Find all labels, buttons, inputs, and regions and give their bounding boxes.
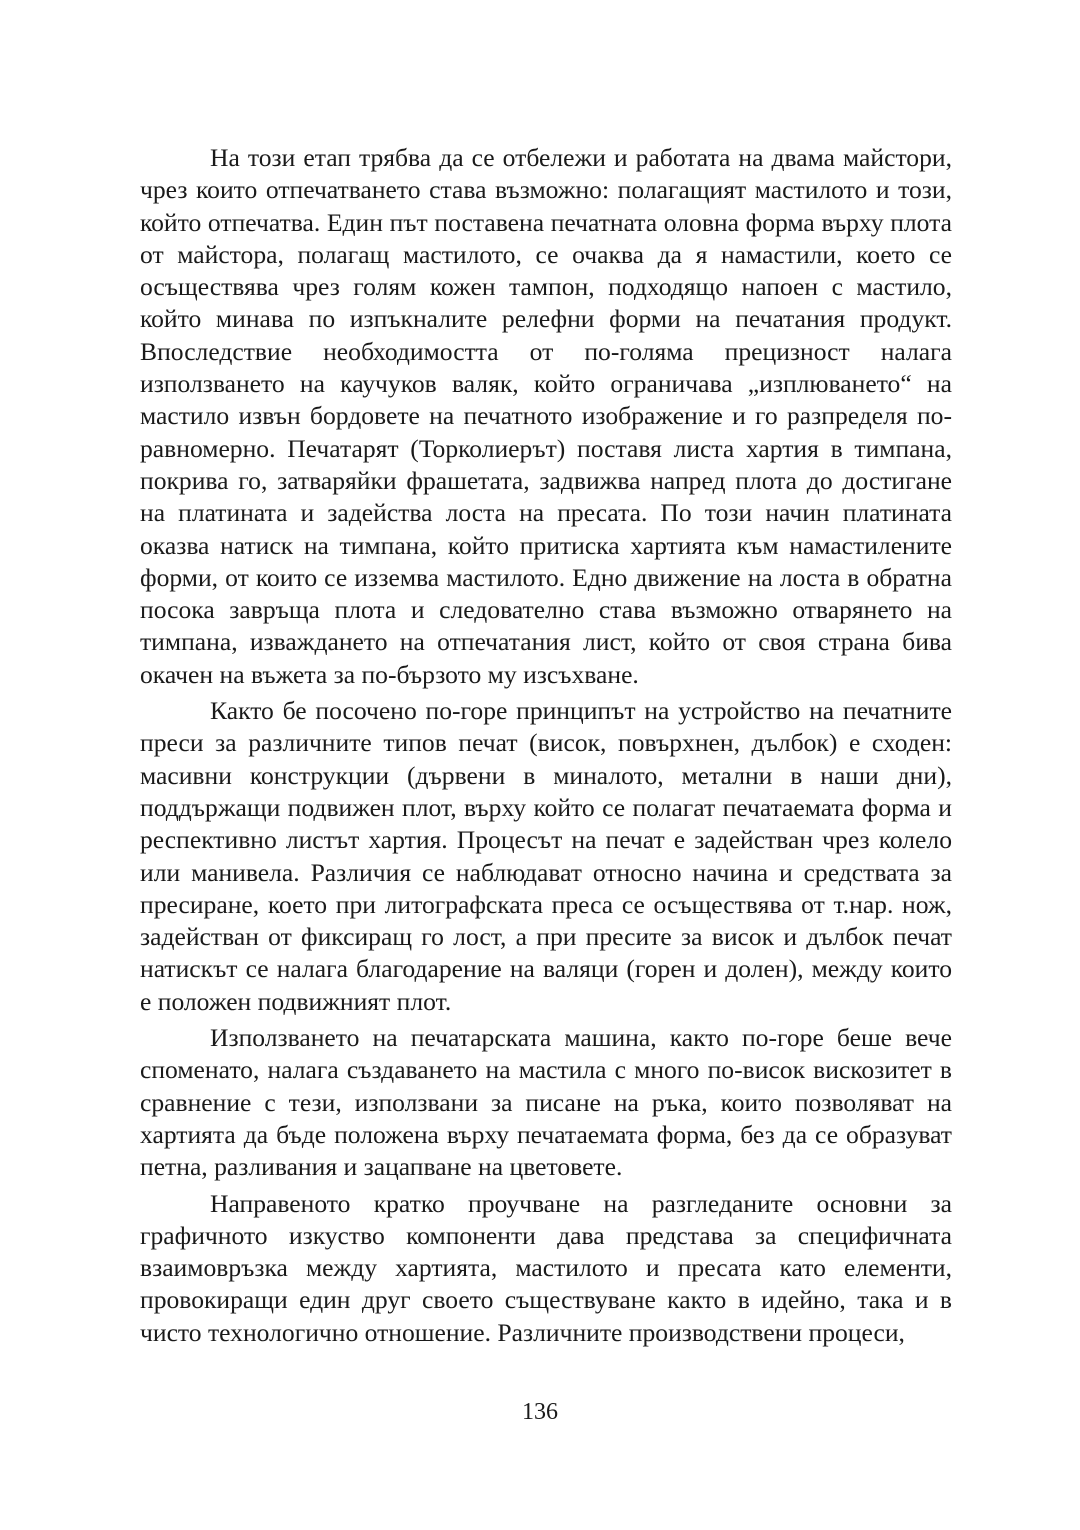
paragraph-4: Направеното кратко проучване на разгледаните основни за графичното изкуство компоненти дава представа за специфичната взаимовръзка между хартията, мастилото и пресата като елементи, провокиращи един друг своето съществуване както в идейно, така и в чисто технологично отношение. Различните производствени процеси, (140, 1188, 952, 1347)
paragraph-1: На този етап трябва да се отбележи и работата на двама майстори, чрез които отпечатването става възможно: полагащият мастилото и този, който отпечатва. Един път поставена печатната оловна форма върху плота от майстора, полагащ мастилото, се очаква да я намастили, което се осъществява чрез голям кожен тампон, подходящо напоен с мастило, който минава по изпъкналите релефни форми на печатания продукт. Впоследствие необходимостта от по-голяма прецизност налага използването на каучуков валяк, който ограничава „изплюването“ на мастило извън бордовете на печатното изображение и го разпределя по-равномерно. Печатарят (Торколиерът) поставя листа хартия в тимпана, покрива го, затваряйки фрашетата, задвижва напред плота до достигане на платината и задейства лоста на пресата. По този начин платината оказва натиск на тимпана, който притиска хартията към намастилените форми, от които се изземва мастилото. Едно движение на лоста в обратна посока завръща плота и следователно става възможно отварянето на тимпана, изваждането на отпечатания лист, който от своя страна бива окачен на въжета за по-бързото му изсъхване. (140, 143, 952, 689)
body-text (140, 142, 952, 1349)
paragraph-2: Както бе посочено по-горе принципът на устройство на печатните преси за различните типов печат (висок, повърхнен, дълбок) е сходен: масивни конструкции (дървени в миналото, метални в наши дни), поддържащи подвижен плот, върху който се полагат печатаемата форма и респективно листът хартия. Процесът на печат е задействан чрез колело или манивела. Различия се наблюдават относно начина и средствата за пресиране, което при литографската преса се осъществява от т.нар. нож, задействан от фиксиращ го лост, а при пресите за висок и дълбок печат натискът се налага благодарение на валяци (горен и долен), между които е положен подвижният плот. (140, 696, 952, 1016)
page-number: 136 (522, 1399, 558, 1425)
paragraph-3: Използването на печатарската машина, както по-горе беше вече споменато, налага създаването на мастила с много по-висок вискозитет в сравнение с тези, използвани за писане на ръка, които позволяват на хартията да бъде положена върху печатаемата форма, без да се образуват петна, разливания и зацапване на цветовете. (140, 1023, 952, 1182)
